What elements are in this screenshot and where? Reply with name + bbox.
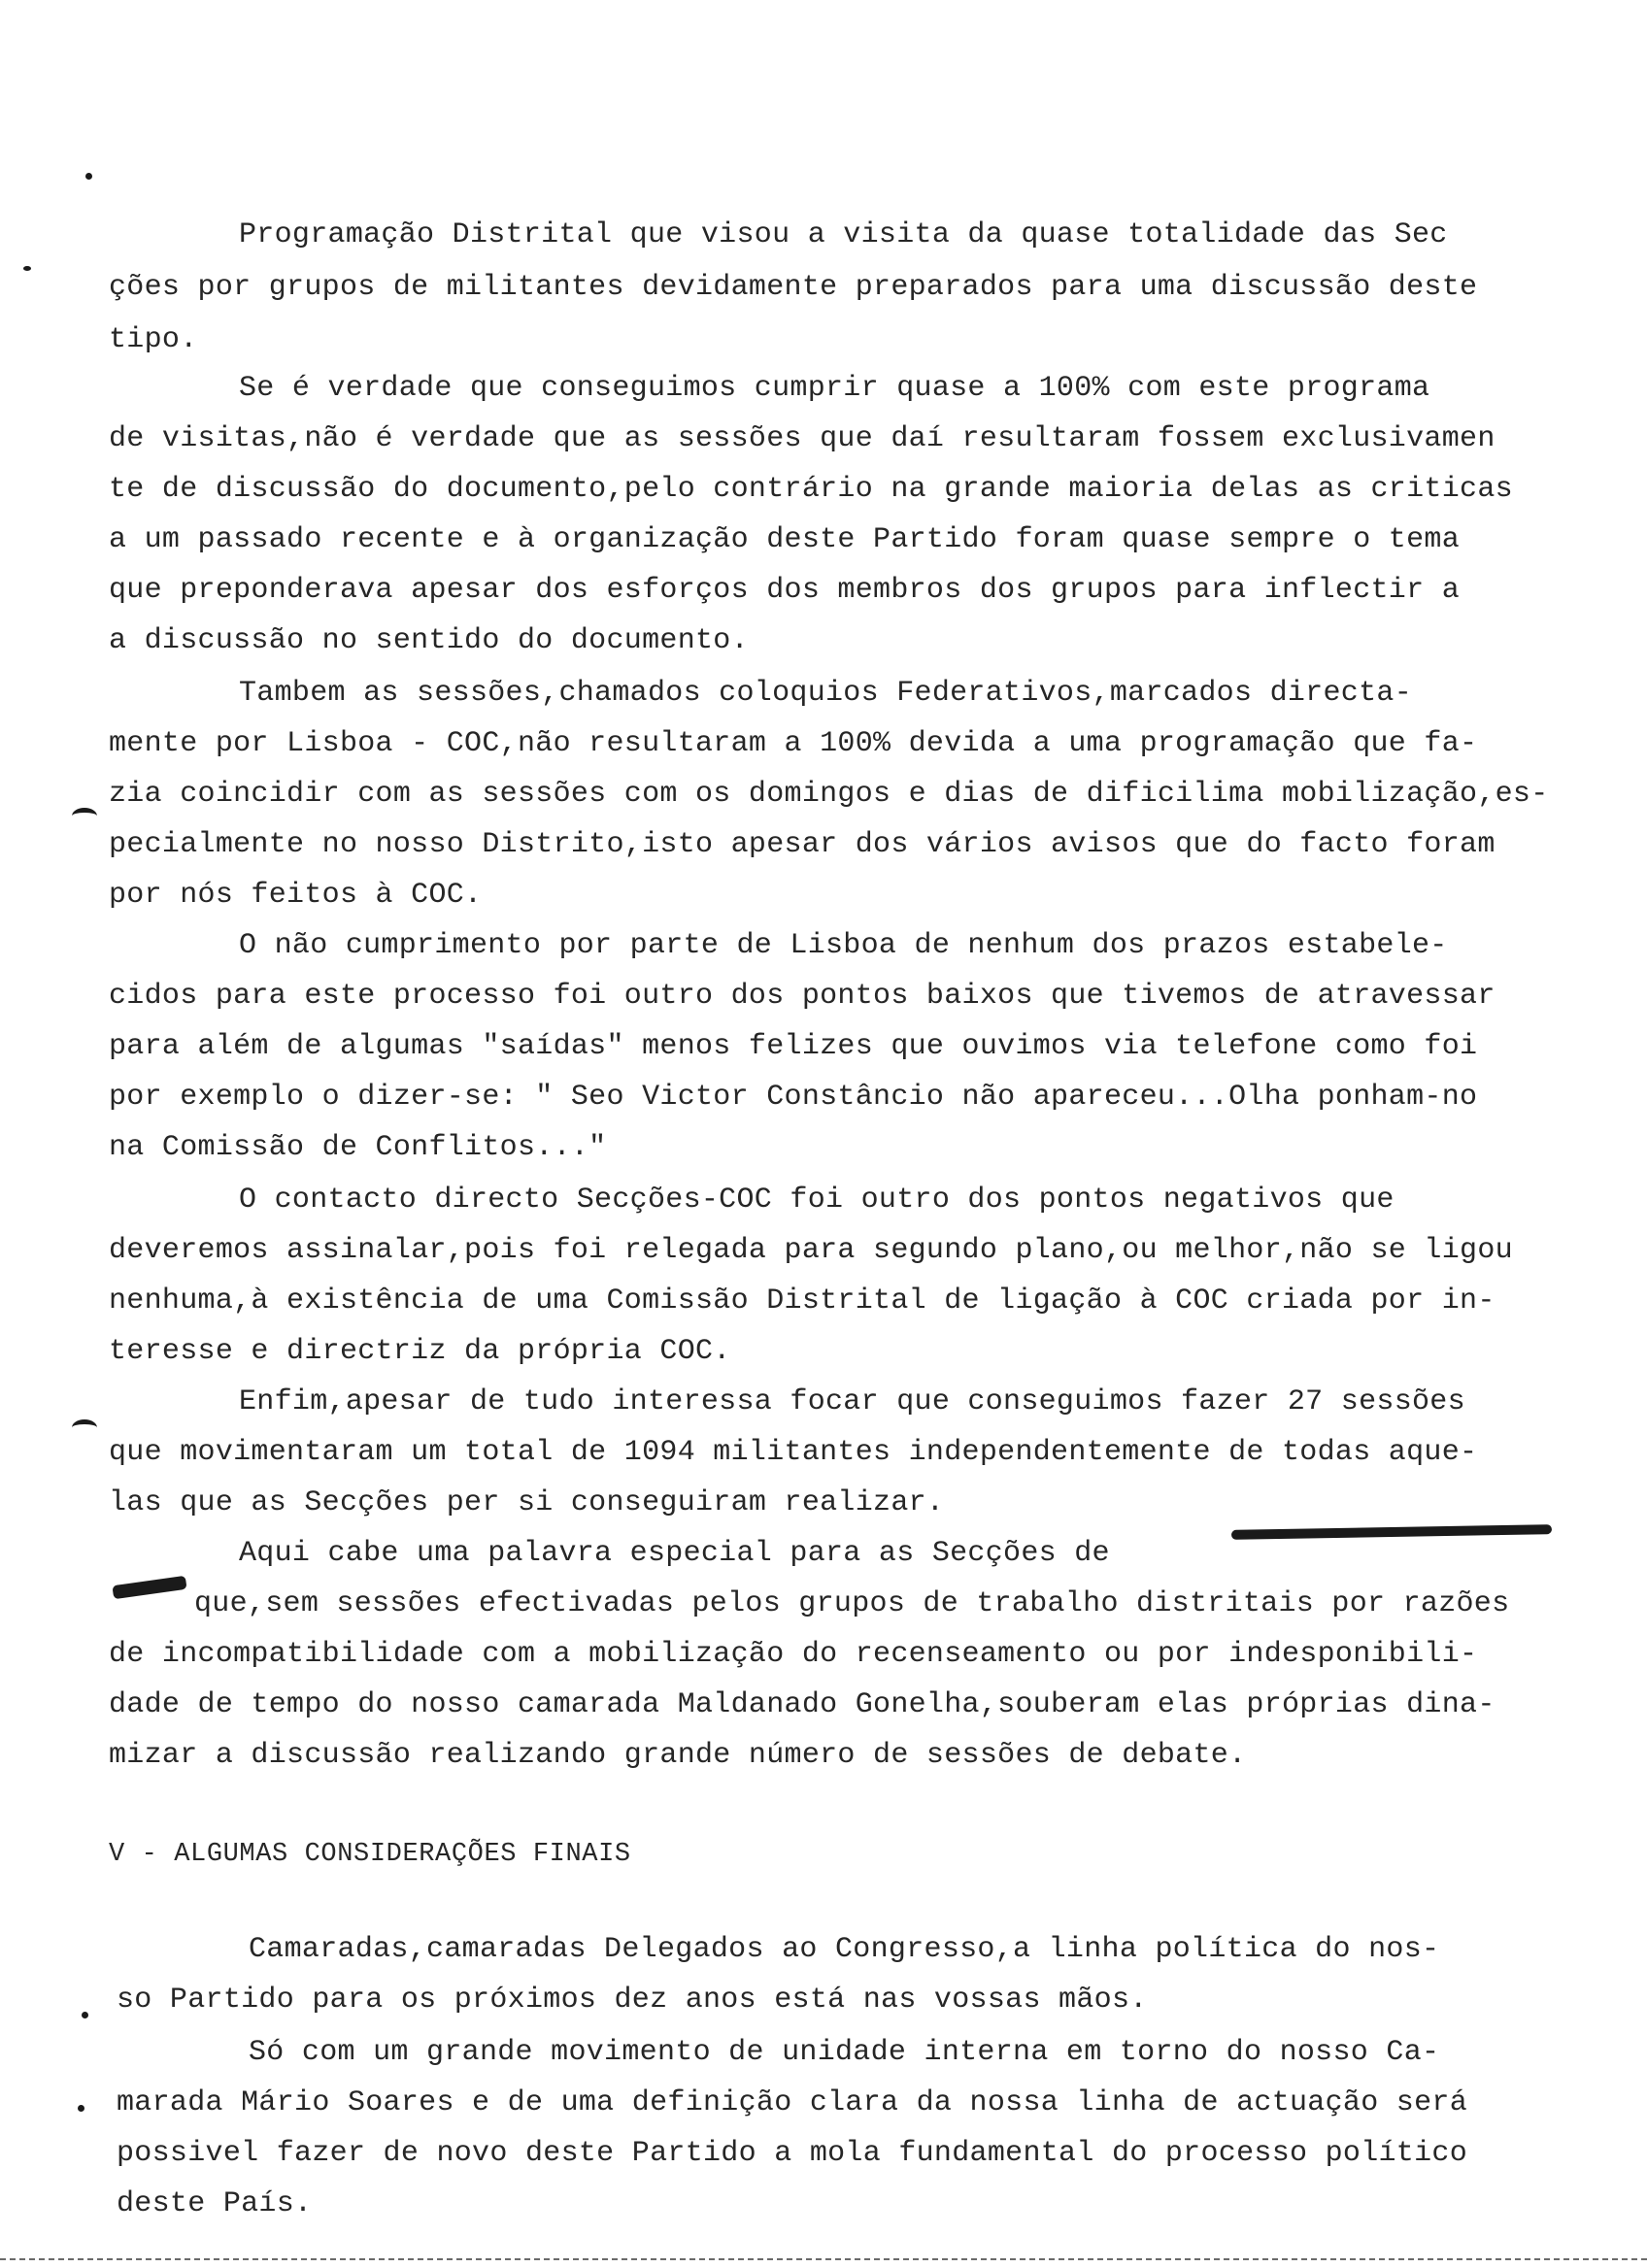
text-line: pecialmente no nosso Distrito,isto apesar dos vários avisos que do facto foram	[109, 828, 1496, 861]
text-line: deveremos assinalar,pois foi relegada para segundo plano,ou melhor,não se ligou	[109, 1234, 1513, 1267]
margin-dot	[85, 173, 92, 180]
text-line: O contacto directo Secções-COC foi outro dos pontos negativos que	[239, 1184, 1395, 1217]
text-line: para além de algumas "saídas" menos felizes que ouvimos via telefone como foi	[109, 1030, 1478, 1063]
text-line: dade de tempo do nosso camarada Maldanado Gonelha,souberam elas próprias dina-	[109, 1688, 1496, 1721]
text-line: ções por grupos de militantes devidamente preparados para uma discussão deste	[109, 271, 1478, 304]
text-line: possivel fazer de novo deste Partido a mola fundamental do processo político	[117, 2137, 1468, 2170]
text-line: na Comissão de Conflitos..."	[109, 1131, 607, 1164]
text-line: que preponderava apesar dos esforços dos membros dos grupos para inflectir a	[109, 574, 1461, 607]
text-line: a um passado recente e à organização deste Partido foram quase sempre o tema	[109, 523, 1461, 556]
margin-dot	[23, 266, 31, 271]
section-heading: V - ALGUMAS CONSIDERAÇÕES FINAIS	[109, 1840, 631, 1869]
text-line: so Partido para os próximos dez anos está nas vossas mãos.	[117, 1984, 1148, 2017]
text-line: tipo.	[109, 323, 198, 356]
margin-dot	[82, 2012, 88, 2018]
text-line: de incompatibilidade com a mobilização do recenseamento ou por indesponibili-	[109, 1638, 1478, 1671]
text-line: Só com um grande movimento de unidade interna em torno do nosso Ca-	[249, 2036, 1440, 2069]
text-line: Tambem as sessões,chamados coloquios Federativos,marcados directa-	[239, 677, 1412, 710]
text-line: cidos para este processo foi outro dos pontos baixos que tivemos de atravessar	[109, 980, 1496, 1013]
text-line: mente por Lisboa - COC,não resultaram a 100% devida a uma programação que fa-	[109, 727, 1478, 760]
text-line: Camaradas,camaradas Delegados ao Congresso,a linha política do nos-	[249, 1933, 1440, 1966]
text-line: teresse e directriz da própria COC.	[109, 1335, 731, 1368]
text-line: a discussão no sentido do documento.	[109, 624, 749, 657]
text-line: Se é verdade que conseguimos cumprir quase a 100% com este programa	[239, 372, 1430, 405]
text-line: Programação Distrital que visou a visita da quase totalidade das Sec	[239, 218, 1448, 251]
redaction-mark	[112, 1576, 186, 1599]
text-line: las que as Secções per si conseguiram realizar.	[109, 1486, 945, 1519]
text-line: te de discussão do documento,pelo contrário na grande maioria delas as criticas	[109, 473, 1513, 506]
text-line: por exemplo o dizer-se: " Seo Victor Constâncio não apareceu...Olha ponham-no	[109, 1081, 1478, 1114]
text-line: deste País.	[117, 2187, 313, 2220]
text-line: que movimentaram um total de 1094 militantes independentemente de todas aque-	[109, 1436, 1478, 1469]
text-line: de visitas,não é verdade que as sessões que daí resultaram fossem exclusivamen	[109, 422, 1496, 455]
margin-dot	[78, 2105, 84, 2112]
margin-hole-mark	[72, 808, 97, 824]
text-line: nenhuma,à existência de uma Comissão Distrital de ligação à COC criada por in-	[109, 1284, 1496, 1317]
text-line: zia coincidir com as sessões com os domingos e dias de dificilima mobilização,es-	[109, 778, 1549, 811]
text-line: Enfim,apesar de tudo interessa focar que conseguimos fazer 27 sessões	[239, 1385, 1465, 1418]
text-line: O não cumprimento por parte de Lisboa de nenhum dos prazos estabele-	[239, 929, 1448, 962]
text-line: marada Mário Soares e de uma definição clara da nossa linha de actuação será	[117, 2086, 1468, 2119]
page-bottom-edge	[0, 2258, 1647, 2260]
text-line: que,sem sessões efectivadas pelos grupos de trabalho distritais por razões	[194, 1587, 1510, 1620]
text-line: por nós feitos à COC.	[109, 879, 483, 912]
text-line: mizar a discussão realizando grande número de sessões de debate.	[109, 1739, 1247, 1772]
margin-hole-mark	[72, 1419, 97, 1436]
text-line: Aqui cabe uma palavra especial para as Secções de	[239, 1537, 1110, 1570]
